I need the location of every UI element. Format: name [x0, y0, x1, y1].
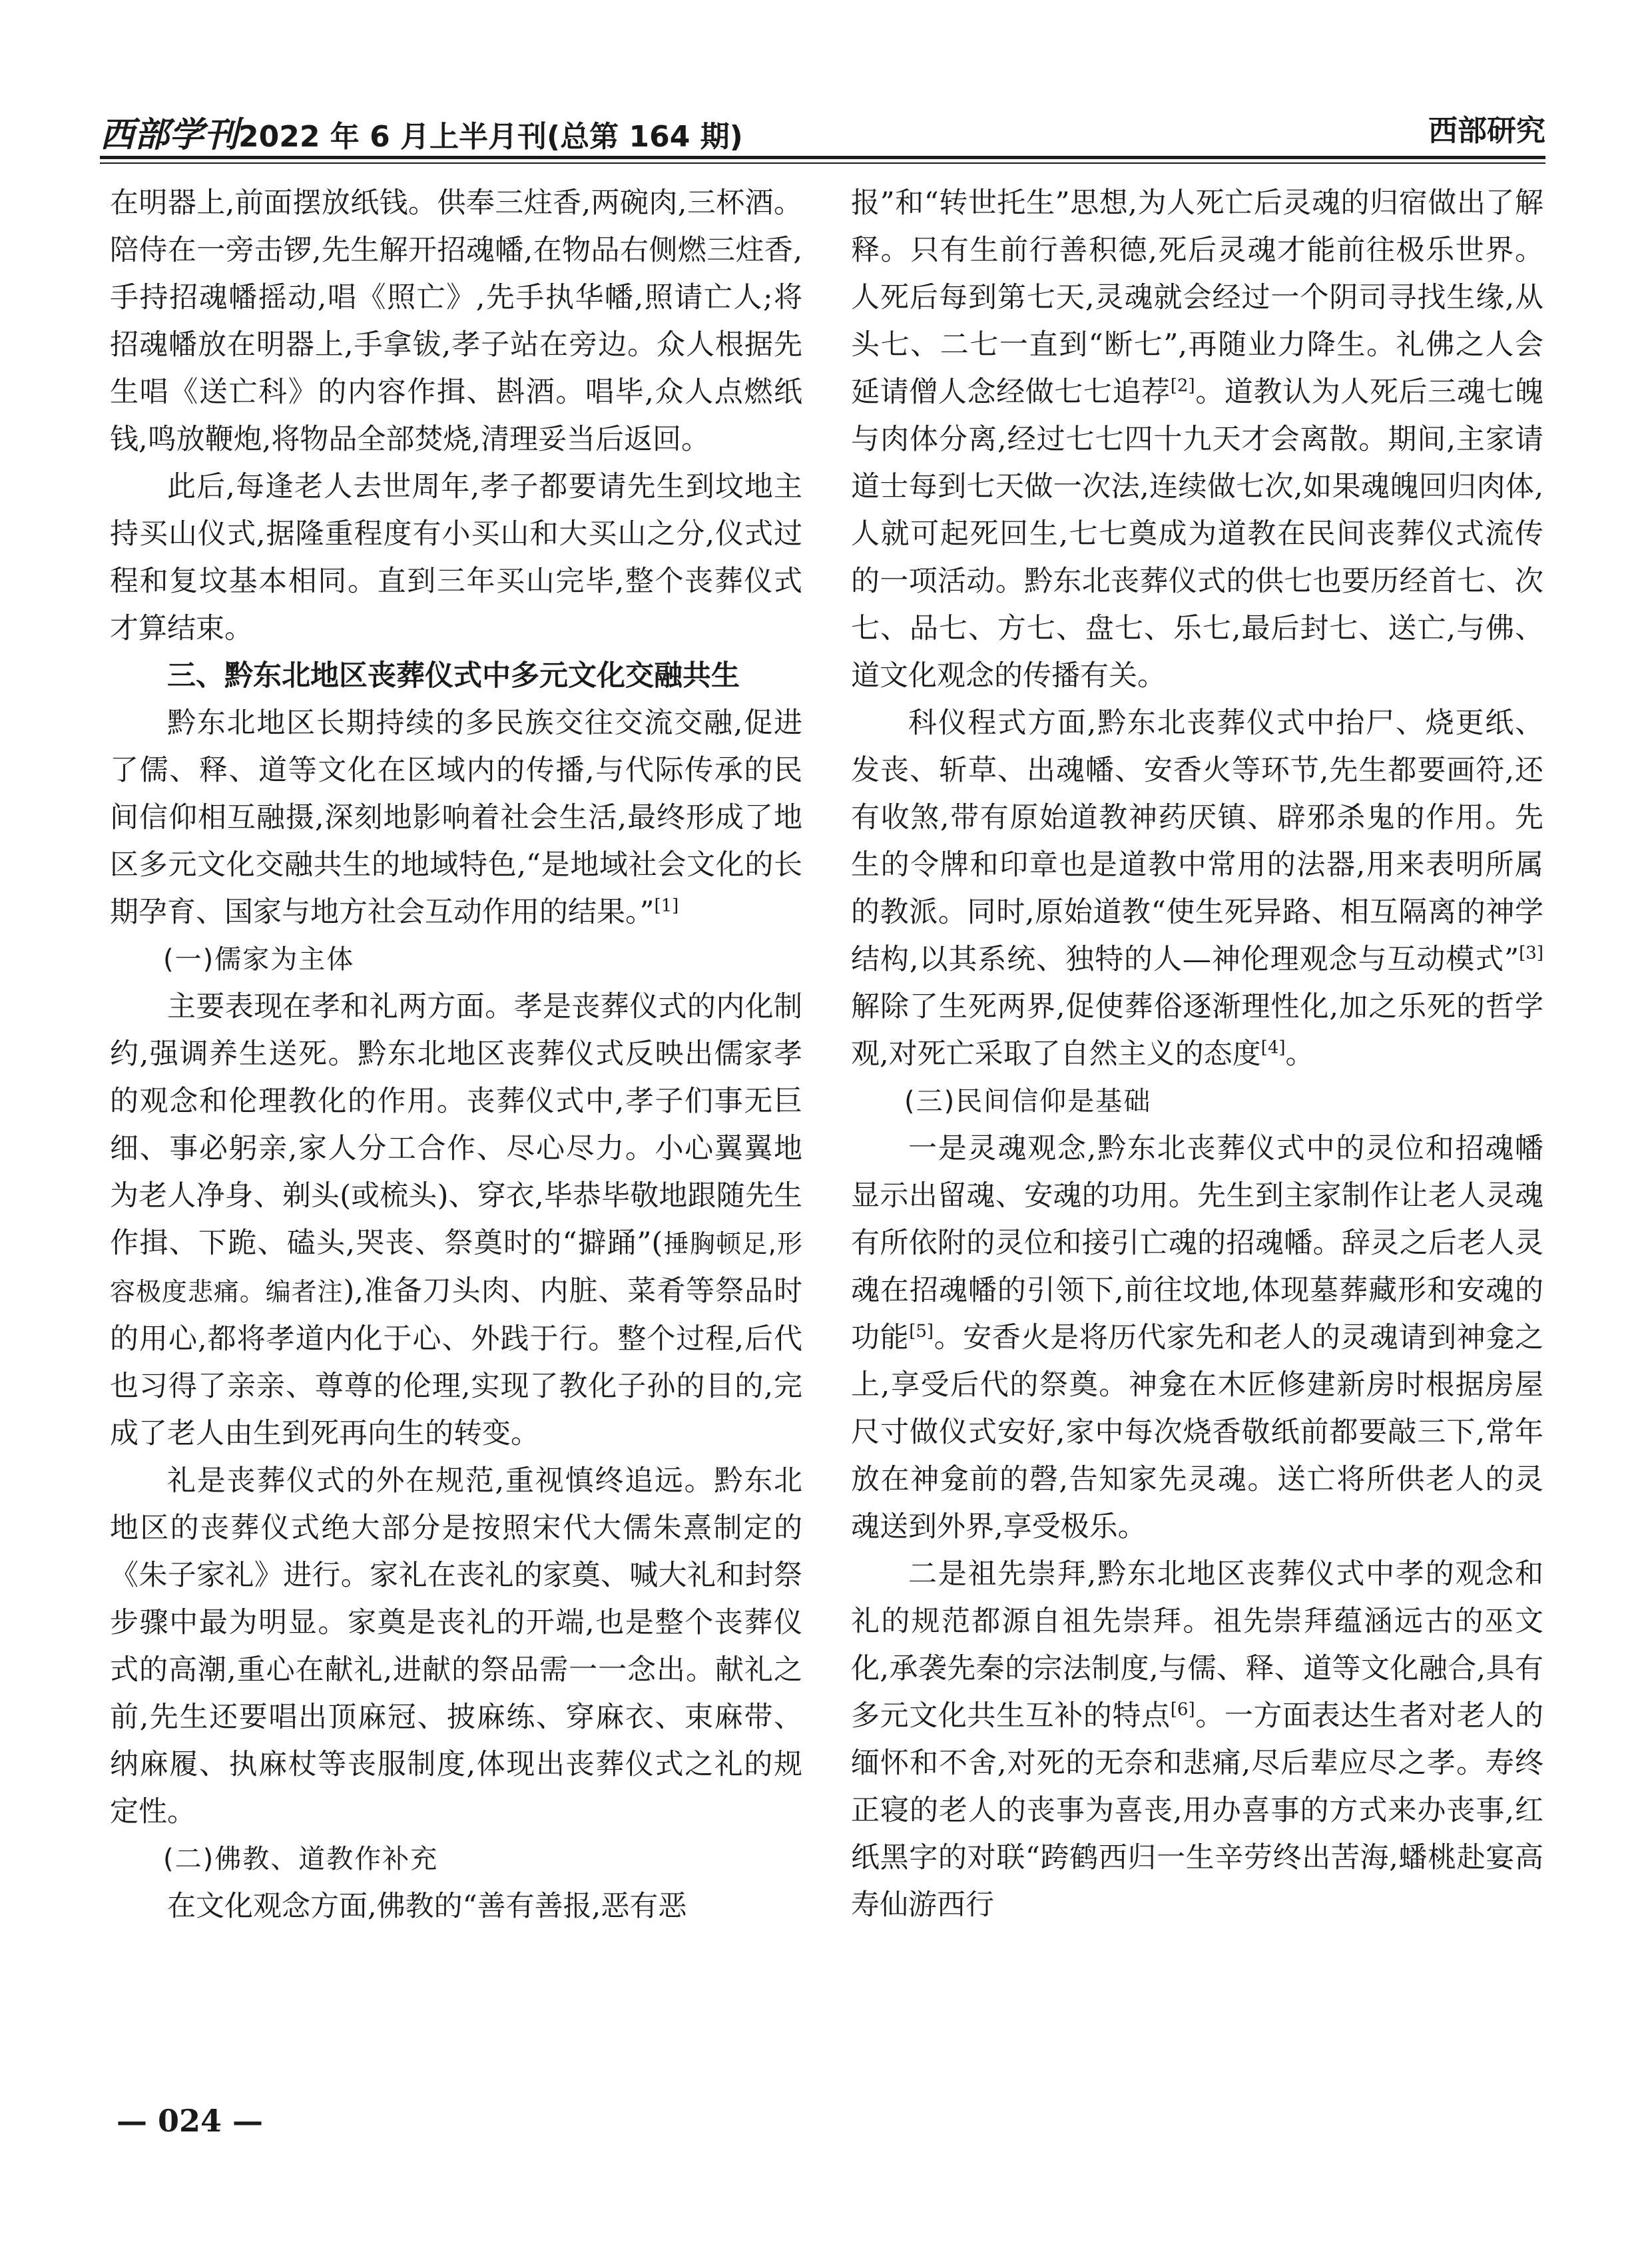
- paragraph-text: 。一方面表达生者对老人的缅怀和不舍,对死的无奈和悲痛,尽后辈应尽之孝。寿终正寝的老人的丧事为喜丧,用办喜事的方式来办丧事,红纸黑字的对联“跨鹤西归一生辛劳终出苦海,蟠桃赴宴高寿仙游西行: [851, 1699, 1543, 1922]
- paragraph-text: 。道教认为人死后三魂七魄与肉体分离,经过七七四十九天才会离散。期间,主家请道士每到七天做一次法,连续做七次,如果魂魄回归肉体,人就可起死回生,七七奠成为道教在民间丧葬仪式流传的一项活动。黔东北丧葬仪式的供七也要历经首七、次七、品七、方七、盘七、乐七,最后封七、送亡,与佛、道文化观念的传播有关。: [851, 376, 1543, 693]
- paragraph: [851, 700, 1543, 1078]
- citation-ref: [1]: [654, 896, 679, 916]
- paragraph-text: 报”和“转世托生”思想,为人死亡后灵魂的归宿做出了解释。只有生前行善积德,死后灵魂才能前往极乐世界。人死后每到第七天,灵魂就会经过一个阴司寻找生缘,从头七、二七一直到“断七”,再随业力降生。礼佛之人会延请僧人念经做七七追荐: [851, 186, 1543, 409]
- paragraph-text: 科仪程式方面,黔东北丧葬仪式中抬尸、烧更纸、发丧、斩草、出魂幡、安香火等环节,先生都要画符,还有收煞,带有原始道教神药厌镇、辟邪杀鬼的作用。先生的令牌和印章也是道教中常用的法器,用来表明所属的教派。同时,原始道教“使生死异路、相互隔离的神学结构,以其系统、独特的人—神伦理观念与互动模式”: [851, 706, 1543, 976]
- page-number: — 024 —: [117, 2103, 264, 2139]
- paragraph-text: 。: [1285, 1037, 1314, 1071]
- citation-ref: [4]: [1260, 1037, 1286, 1058]
- paragraph: [851, 1125, 1543, 1551]
- citation-ref: [2]: [1170, 376, 1195, 396]
- paragraph-text: 解除了生死两界,促使葬俗逐渐理性化,加之乐死的哲学观,对死亡采取了自然主义的态度: [851, 990, 1543, 1071]
- paragraph: [851, 1551, 1543, 1929]
- paragraph-text: 二是祖先崇拜,黔东北地区丧葬仪式中孝的观念和礼的规范都源自祖先崇拜。祖先崇拜蕴涵远古的巫文化,承袭先秦的宗法制度,与儒、释、道等文化融合,具有多元文化共生互补的特点: [851, 1557, 1543, 1733]
- paragraph: [110, 983, 802, 1458]
- right-column: [851, 180, 1543, 2071]
- paragraph-text: 一是灵魂观念,黔东北丧葬仪式中的灵位和招魂幡显示出留魂、安魂的功用。先生到主家制作让老人灵魂有所依附的灵位和接引亡魂的招魂幡。辞灵之后老人灵魂在招魂幡的引领下,前往坟地,体现墓葬藏形和安魂的功能: [851, 1132, 1543, 1354]
- issue-info: 2022 年 6 月上半月刊(总第 164 期): [238, 120, 743, 154]
- column-name: 西部研究: [1428, 114, 1545, 148]
- header-rule-thin: [100, 162, 1545, 164]
- paragraph-text: ),准备刀头肉、内脏、菜肴等祭品时的用心,都将孝道内化于心、外践于行。整个过程,后代也习得了亲亲、尊尊的伦理,实现了教化子孙的目的,完成了老人由生到死再向生的转变。: [110, 1274, 802, 1450]
- paragraph-text: 主要表现在孝和礼两方面。孝是丧葬仪式的内化制约,强调养生送死。黔东北地区丧葬仪式反映出儒家孝的观念和伦理教化的作用。丧葬仪式中,孝子们事无巨细、事必躬亲,家人分工合作、尽心尽力。小心翼翼地为老人净身、剃头(或梳头)、穿衣,毕恭毕敬地跟随先生作揖、下跪、磕头,哭丧、祭奠时的“擗踊”(: [110, 990, 802, 1260]
- citation-ref: [6]: [1170, 1699, 1195, 1720]
- left-column: [110, 180, 802, 2071]
- paragraph: 此后,每逢老人去世周年,孝子都要请先生到坟地主持买山仪式,据隆重程度有小买山和大买山之分,仪式过程和复坟基本相同。直到三年买山完毕,整个丧葬仪式才算结束。: [110, 470, 802, 645]
- citation-ref: [3]: [1519, 943, 1543, 964]
- section-heading: 三、黔东北地区丧葬仪式中多元文化交融共生: [167, 659, 740, 693]
- page-header: [100, 100, 1545, 156]
- paragraph: [851, 180, 1543, 700]
- paragraph: 在文化观念方面,佛教的“善有善报,恶有恶: [167, 1890, 687, 1923]
- paragraph: 在明器上,前面摆放纸钱。供奉三炷香,两碗肉,三杯酒。陪侍在一旁击锣,先生解开招魂幡,在物品右侧燃三炷香,手持招魂幡摇动,唱《照亡》,先手执华幡,照请亡人;将招魂幡放在明器上,手拿钹,孝子站在旁边。众人根据先生唱《送亡科》的内容作揖、斟酒。唱毕,众人点燃纸钱,鸣放鞭炮,将物品全部焚烧,清理妥当后返回。: [110, 186, 802, 456]
- editor-note: 捶胸顿足,形容极度悲痛。编者注: [110, 1229, 802, 1306]
- subsection-heading: (二)佛教、道教作补充: [163, 1844, 439, 1874]
- paragraph: [110, 700, 802, 936]
- subsection-heading: (三)民间信仰是基础: [904, 1086, 1152, 1117]
- paragraph-text: 。安香火是将历代家先和老人的灵魂请到神龛之上,享受后代的祭奠。神龛在木匠修建新房时根据房屋尺寸做仪式安好,家中每次烧香敬纸前都要敲三下,常年放在神龛前的磬,告知家先灵魂。送亡将所供老人的灵魂送到外界,享受极乐。: [851, 1321, 1543, 1543]
- header-rule: [100, 156, 1545, 159]
- paragraph: 礼是丧葬仪式的外在规范,重视慎终追远。黔东北地区的丧葬仪式绝大部分是按照宋代大儒朱熹制定的《朱子家礼》进行。家礼在丧礼的家奠、喊大礼和封祭步骤中最为明显。家奠是丧礼的开端,也是整个丧葬仪式的高潮,重心在献礼,进献的祭品需一一念出。献礼之前,先生还要唱出顶麻冠、披麻练、穿麻衣、束麻带、纳麻履、执麻杖等丧服制度,体现出丧葬仪式之礼的规定性。: [110, 1464, 802, 1828]
- citation-ref: [5]: [909, 1321, 934, 1342]
- paragraph-text: 黔东北地区长期持续的多民族交往交流交融,促进了儒、释、道等文化在区域内的传播,与代际传承的民间信仰相互融摄,深刻地影响着社会生活,最终形成了地区多元文化交融共生的地域特色,“是地域社会文化的长期孕育、国家与地方社会互动作用的结果。”: [110, 706, 802, 929]
- header-left: [100, 107, 743, 156]
- journal-name: 西部学刊: [100, 115, 239, 155]
- subsection-heading: (一)儒家为主体: [163, 944, 355, 975]
